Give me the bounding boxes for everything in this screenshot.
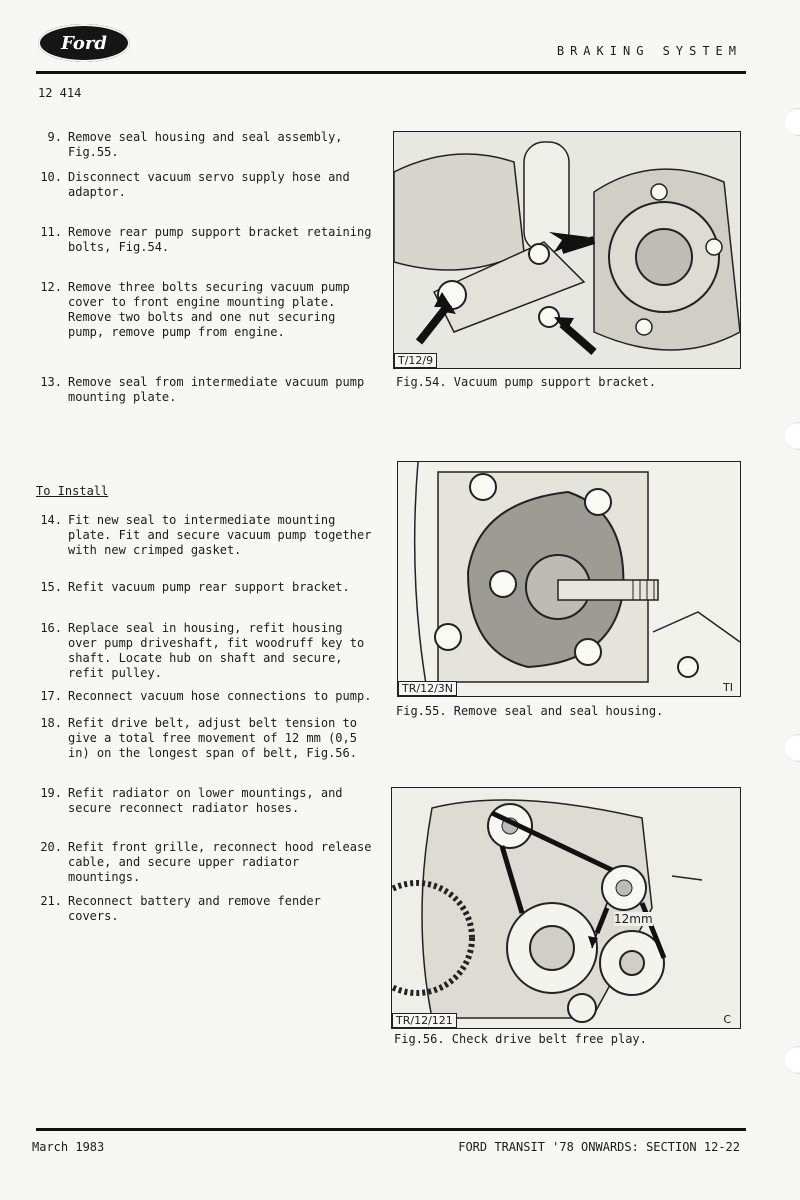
header-divider — [36, 71, 746, 74]
figure-caption: Fig.55. Remove seal and seal housing. — [396, 704, 664, 718]
step-item — [32, 375, 377, 405]
step-number: 18. — [40, 716, 62, 730]
step-item — [32, 170, 377, 200]
step-number: 14. — [40, 513, 62, 527]
seal-housing-illustration — [398, 462, 740, 696]
step-text: Remove seal housing and seal assembly, Fig.55. — [68, 130, 343, 159]
step-text: Refit vacuum pump rear support bracket. — [68, 580, 350, 594]
footer-date: March 1983 — [32, 1140, 105, 1154]
step-text: Disconnect vacuum servo supply hose and adaptor. — [68, 170, 350, 199]
step-text: Replace seal in housing, refit housing over pump driveshaft, fit woodruff key to shaft. Locate hub on shaft and secure, refit pulley. — [68, 621, 365, 680]
step-number: 20. — [40, 840, 62, 854]
step-text: Refit radiator on lower mountings, and secure reconnect radiator hoses. — [68, 786, 343, 815]
step-item — [32, 280, 377, 340]
figure-reference-tag: TR/12/3N — [398, 681, 457, 696]
figure-corner-mark: TI — [723, 681, 733, 694]
step-text: Reconnect vacuum hose connections to pump. — [68, 689, 372, 703]
step-text: Reconnect battery and remove fender covers. — [68, 894, 321, 923]
step-number: 10. — [40, 170, 62, 184]
drive-belt-illustration — [392, 788, 740, 1028]
step-number: 12. — [40, 280, 62, 294]
step-item — [32, 513, 377, 558]
step-number: 9. — [47, 130, 62, 144]
footer-section: FORD TRANSIT '78 ONWARDS: SECTION 12-22 — [458, 1140, 740, 1154]
step-number: 11. — [40, 225, 62, 239]
figure-caption: Fig.56. Check drive belt free play. — [394, 1032, 647, 1046]
step-text: Fit new seal to intermediate mounting plate. Fit and secure vacuum pump together with new crimped gasket. — [68, 513, 372, 557]
belt-deflection-label: 12mm — [614, 912, 653, 926]
logo-text: Ford — [61, 32, 107, 54]
step-item — [32, 225, 377, 255]
binder-hole — [784, 422, 800, 450]
figure-reference-tag: TR/12/121 — [392, 1013, 457, 1028]
footer-divider — [36, 1128, 746, 1131]
figure-seal-housing — [397, 461, 741, 697]
binder-hole — [784, 734, 800, 762]
install-heading: To Install — [36, 484, 109, 498]
binder-hole — [784, 108, 800, 136]
figure-drive-belt — [391, 787, 741, 1029]
figure-vacuum-pump-bracket — [393, 131, 741, 369]
step-item — [32, 580, 377, 595]
step-number: 16. — [40, 621, 62, 635]
figure-caption: Fig.54. Vacuum pump support bracket. — [396, 375, 657, 389]
step-item — [32, 716, 377, 761]
step-text: Refit drive belt, adjust belt tension to give a total free movement of 12 mm (0,5 in) on the longest span of belt, Fig.56. — [68, 716, 357, 760]
step-number: 19. — [40, 786, 62, 800]
step-text: Remove seal from intermediate vacuum pump mounting plate. — [68, 375, 365, 404]
step-item — [32, 621, 377, 681]
figure-reference-tag: T/12/9 — [394, 353, 437, 368]
step-number: 15. — [40, 580, 62, 594]
step-text: Refit front grille, reconnect hood release cable, and secure upper radiator mountings. — [68, 840, 372, 884]
step-text: Remove rear pump support bracket retaining bolts, Fig.54. — [68, 225, 372, 254]
step-item — [32, 840, 377, 885]
step-item — [32, 894, 377, 924]
pump-bracket-illustration — [394, 132, 740, 368]
page-number: 12 414 — [38, 86, 82, 100]
binder-hole — [784, 1046, 800, 1074]
step-item — [32, 689, 377, 704]
step-item — [32, 786, 377, 816]
step-item — [32, 130, 377, 160]
section-title: BRAKING SYSTEM — [556, 44, 742, 58]
step-number: 21. — [40, 894, 62, 908]
figure-corner-mark: C — [723, 1013, 731, 1026]
step-text: Remove three bolts securing vacuum pump cover to front engine mounting plate. Remove two bolts and one nut securing pump, remove pump from engine. — [68, 280, 350, 339]
ford-logo — [38, 24, 130, 62]
step-number: 13. — [40, 375, 62, 389]
step-number: 17. — [40, 689, 62, 703]
